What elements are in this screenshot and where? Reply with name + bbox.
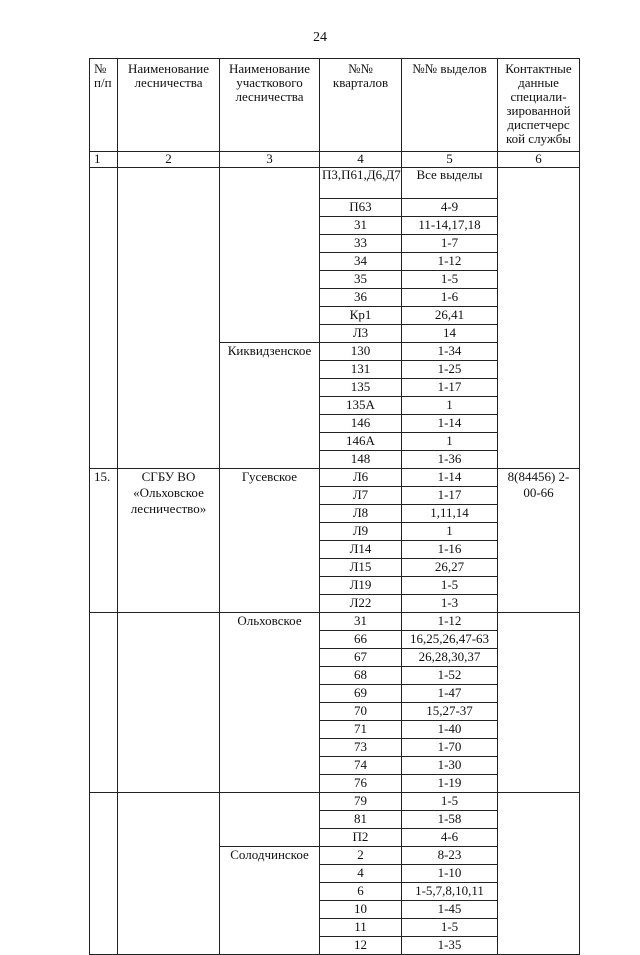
quarter-cell: 34 [320, 253, 402, 271]
district-cell [220, 793, 320, 847]
plot-cell: 4-6 [402, 829, 498, 847]
plot-cell: 1-16 [402, 541, 498, 559]
quarter-cell: 146 [320, 415, 402, 433]
plot-cell: 1-70 [402, 739, 498, 757]
table-row [90, 613, 580, 631]
district-cell: Солодчинское [220, 847, 320, 955]
contact-cell [498, 168, 580, 469]
plot-cell: 1-17 [402, 379, 498, 397]
plot-cell: 1 [402, 397, 498, 415]
plot-cell: 1-19 [402, 775, 498, 793]
header-contacts: Контактные данные специали-зированной диспетчерс кой службы [498, 59, 580, 152]
header-row [90, 59, 580, 152]
plot-cell: 1,11,14 [402, 505, 498, 523]
district-cell: Гусевское [220, 469, 320, 613]
quarter-cell: 131 [320, 361, 402, 379]
quarter-cell: 70 [320, 703, 402, 721]
number-cell [90, 793, 118, 955]
forestry-name-cell [118, 613, 220, 793]
plot-cell: 1-52 [402, 667, 498, 685]
quarter-cell: Л19 [320, 577, 402, 595]
plot-cell: 1-17 [402, 487, 498, 505]
forestry-name-cell [118, 168, 220, 469]
plot-cell: 1-40 [402, 721, 498, 739]
number-cell: 15. [90, 469, 118, 613]
plot-cell: 1-14 [402, 469, 498, 487]
plot-cell: 1-36 [402, 451, 498, 469]
plot-cell: 1 [402, 523, 498, 541]
quarter-cell: 73 [320, 739, 402, 757]
quarter-cell: 135 [320, 379, 402, 397]
forestry-table [89, 58, 580, 955]
page-number: 24 [313, 30, 327, 45]
quarter-cell: Л22 [320, 595, 402, 613]
header-plots: №№ выделов [402, 59, 498, 152]
quarter-cell: 12 [320, 937, 402, 955]
plot-cell: 1-45 [402, 901, 498, 919]
contact-cell: 8(84456) 2-00-66 [498, 469, 580, 613]
quarter-cell: 4 [320, 865, 402, 883]
plot-cell: 1-14 [402, 415, 498, 433]
quarter-cell: 69 [320, 685, 402, 703]
quarter-cell: Л3 [320, 325, 402, 343]
plot-cell: 11-14,17,18 [402, 217, 498, 235]
plot-cell: 1-5 [402, 793, 498, 811]
table-row [90, 469, 580, 487]
quarter-cell: Л8 [320, 505, 402, 523]
header-quarters: №№ кварталов [320, 59, 402, 152]
forestry-name-cell [118, 793, 220, 955]
plot-cell: 1-5 [402, 271, 498, 289]
header-number: № п/п [90, 59, 118, 152]
column-number-row [90, 152, 580, 168]
quarter-cell: 11 [320, 919, 402, 937]
plot-cell: 1-58 [402, 811, 498, 829]
quarter-cell: П2 [320, 829, 402, 847]
quarter-cell: 79 [320, 793, 402, 811]
quarter-cell: 2 [320, 847, 402, 865]
quarter-cell: 148 [320, 451, 402, 469]
forestry-name-cell: СГБУ ВО «Ольховское лесничество» [118, 469, 220, 613]
quarter-cell: 10 [320, 901, 402, 919]
table-row [90, 168, 580, 199]
number-cell [90, 168, 118, 469]
plot-cell: Все выделы [402, 168, 498, 199]
column-number: 4 [320, 152, 402, 168]
plot-cell: 1-34 [402, 343, 498, 361]
plot-cell: 1-7 [402, 235, 498, 253]
quarter-cell: 68 [320, 667, 402, 685]
column-number: 6 [498, 152, 580, 168]
quarter-cell: Л14 [320, 541, 402, 559]
number-cell [90, 613, 118, 793]
contact-cell [498, 613, 580, 793]
quarter-cell: 31 [320, 613, 402, 631]
plot-cell: 26,41 [402, 307, 498, 325]
plot-cell: 1-12 [402, 613, 498, 631]
district-cell [220, 168, 320, 343]
plot-cell: 1-3 [402, 595, 498, 613]
plot-cell: 8-23 [402, 847, 498, 865]
plot-cell: 1-25 [402, 361, 498, 379]
plot-cell: 14 [402, 325, 498, 343]
quarter-cell: 35 [320, 271, 402, 289]
plot-cell: 4-9 [402, 199, 498, 217]
plot-cell: 1-12 [402, 253, 498, 271]
plot-cell: 1-30 [402, 757, 498, 775]
district-cell: Киквидзенское [220, 343, 320, 469]
quarter-cell: Кр1 [320, 307, 402, 325]
quarter-cell: П63 [320, 199, 402, 217]
quarter-cell: 76 [320, 775, 402, 793]
quarter-cell: 66 [320, 631, 402, 649]
plot-cell: 1-10 [402, 865, 498, 883]
quarter-cell: Л15 [320, 559, 402, 577]
quarter-cell: 81 [320, 811, 402, 829]
quarter-cell: 33 [320, 235, 402, 253]
plot-cell: 1-35 [402, 937, 498, 955]
district-cell: Ольховское [220, 613, 320, 793]
quarter-cell: 74 [320, 757, 402, 775]
quarter-cell: 71 [320, 721, 402, 739]
plot-cell: 1-47 [402, 685, 498, 703]
column-number: 2 [118, 152, 220, 168]
plot-cell: 1-6 [402, 289, 498, 307]
plot-cell: 16,25,26,47-63 [402, 631, 498, 649]
column-number: 5 [402, 152, 498, 168]
plot-cell: 1-5 [402, 919, 498, 937]
quarter-cell: Л6 [320, 469, 402, 487]
column-number: 1 [90, 152, 118, 168]
header-forestry: Наименование лесничества [118, 59, 220, 152]
quarter-cell: 36 [320, 289, 402, 307]
header-district: Наименование участкового лесничества [220, 59, 320, 152]
quarter-cell: 130 [320, 343, 402, 361]
plot-cell: 1-5 [402, 577, 498, 595]
plot-cell: 1-5,7,8,10,11 [402, 883, 498, 901]
plot-cell: 1 [402, 433, 498, 451]
quarter-cell: 146А [320, 433, 402, 451]
quarter-cell: П3,П61,Д6,Д7 [320, 168, 402, 199]
plot-cell: 26,27 [402, 559, 498, 577]
plot-cell: 15,27-37 [402, 703, 498, 721]
table-row [90, 793, 580, 811]
quarter-cell: 31 [320, 217, 402, 235]
plot-cell: 26,28,30,37 [402, 649, 498, 667]
contact-cell [498, 793, 580, 955]
quarter-cell: 67 [320, 649, 402, 667]
quarter-cell: 6 [320, 883, 402, 901]
quarter-cell: Л9 [320, 523, 402, 541]
quarter-cell: Л7 [320, 487, 402, 505]
quarter-cell: 135А [320, 397, 402, 415]
column-number: 3 [220, 152, 320, 168]
